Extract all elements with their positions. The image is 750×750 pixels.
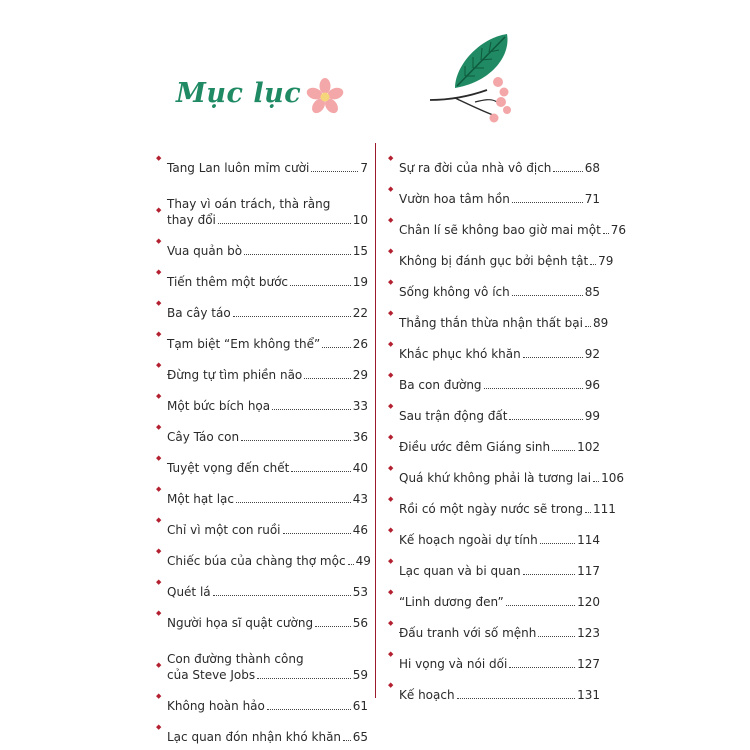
toc-entry[interactable] <box>156 176 368 228</box>
diamond-bullet-icon: ◆ <box>388 650 394 658</box>
toc-page-number: 15 <box>352 244 368 258</box>
toc-entry[interactable] <box>388 269 600 300</box>
toc-entry[interactable] <box>388 176 600 207</box>
diamond-bullet-icon: ◆ <box>388 216 394 224</box>
diamond-bullet-icon: ◆ <box>388 402 394 410</box>
diamond-bullet-icon: ◆ <box>156 609 162 617</box>
toc-page-number: 22 <box>352 306 368 320</box>
toc-page-number: 79 <box>598 254 614 268</box>
toc-entry[interactable] <box>388 207 627 238</box>
toc-entry[interactable] <box>388 641 600 672</box>
diamond-bullet-icon: ◆ <box>388 185 394 193</box>
dot-leader <box>291 471 350 472</box>
toc-entry-title: Ba cây táo <box>167 306 231 320</box>
toc-entry-title: Người họa sĩ quật cường <box>167 616 314 630</box>
toc-page-number: 46 <box>352 523 368 537</box>
toc-page-number: 99 <box>584 409 600 423</box>
diamond-bullet-icon: ◆ <box>156 330 162 338</box>
toc-page-number: 19 <box>352 275 368 289</box>
toc-entry[interactable] <box>156 600 368 631</box>
diamond-bullet-icon: ◆ <box>388 154 394 162</box>
toc-entry-title: Không hoàn hảo <box>167 699 265 713</box>
toc-page-number: 92 <box>584 347 600 361</box>
toc-entry-title: Sự ra đời của nhà vô địch <box>399 161 552 175</box>
toc-entry[interactable] <box>156 538 371 569</box>
toc-entry[interactable] <box>388 548 600 579</box>
diamond-bullet-icon: ◆ <box>388 681 394 689</box>
toc-entry-title: Khắc phục khó khăn <box>399 347 521 361</box>
toc-page-number: 127 <box>577 657 600 671</box>
diamond-bullet-icon: ◆ <box>156 723 162 731</box>
diamond-bullet-icon: ◆ <box>156 268 162 276</box>
toc-right-column <box>388 145 627 703</box>
dot-leader <box>257 678 351 679</box>
toc-entry-title: Đấu tranh với số mệnh <box>399 626 537 640</box>
dot-leader <box>585 326 591 327</box>
toc-entry[interactable] <box>156 383 368 414</box>
dot-leader <box>590 264 596 265</box>
dot-leader <box>540 543 575 544</box>
toc-page-number: 106 <box>601 471 624 485</box>
toc-page-number: 102 <box>577 440 600 454</box>
toc-page-number: 111 <box>592 502 616 516</box>
diamond-bullet-icon: ◆ <box>156 485 162 493</box>
toc-entry[interactable] <box>156 259 368 290</box>
dot-leader <box>304 378 350 379</box>
diamond-bullet-icon: ◆ <box>156 299 162 307</box>
dot-leader <box>506 605 575 606</box>
pink-flower-icon <box>305 77 345 117</box>
dot-leader <box>603 233 609 234</box>
toc-entry[interactable] <box>388 672 600 703</box>
toc-entry[interactable] <box>156 414 368 445</box>
toc-entry-title: Thay vì oán trách, thà rằng <box>167 197 331 211</box>
diamond-bullet-icon: ◆ <box>156 578 162 586</box>
diamond-bullet-icon: ◆ <box>156 237 162 245</box>
toc-entry[interactable] <box>388 424 600 455</box>
toc-entry[interactable] <box>156 321 368 352</box>
toc-entry[interactable] <box>156 507 368 538</box>
toc-page-number: 96 <box>584 378 600 392</box>
toc-entry-title: Vườn hoa tâm hồn <box>399 192 510 206</box>
diamond-bullet-icon: ◆ <box>156 516 162 524</box>
toc-page-number: 76 <box>610 223 627 237</box>
diamond-bullet-icon: ◆ <box>156 423 162 431</box>
dot-leader <box>315 626 351 627</box>
toc-page-number: 33 <box>352 399 368 413</box>
diamond-bullet-icon: ◆ <box>156 392 162 400</box>
toc-entry[interactable] <box>388 517 600 548</box>
toc-entry-title: Cây Táo con <box>167 430 240 444</box>
dot-leader <box>244 254 351 255</box>
toc-page-number: 85 <box>584 285 600 299</box>
toc-left-column <box>156 145 371 745</box>
toc-entry-title: Tạm biệt “Em không thể” <box>167 337 321 351</box>
toc-entry[interactable] <box>156 476 368 507</box>
dot-leader <box>509 419 582 420</box>
toc-entry[interactable] <box>388 238 614 269</box>
toc-entry-title: Con đường thành công <box>167 652 304 666</box>
toc-entry-title: Quá khứ không phải là tương lai <box>399 471 592 485</box>
toc-entry[interactable] <box>388 455 624 486</box>
toc-entry-title: Điều ước đêm Giáng sinh <box>399 440 551 454</box>
leaf-branch-icon <box>425 30 525 130</box>
dot-leader <box>523 574 575 575</box>
diamond-bullet-icon: ◆ <box>388 433 394 441</box>
toc-entry[interactable] <box>156 228 368 259</box>
diamond-bullet-icon: ◆ <box>156 547 162 555</box>
toc-page-number: 61 <box>352 699 368 713</box>
toc-entry-title: Vua quản bò <box>167 244 243 258</box>
dot-leader <box>267 709 351 710</box>
dot-leader <box>343 740 351 741</box>
toc-entry-title: Quét lá <box>167 585 211 599</box>
toc-page-number: 120 <box>577 595 600 609</box>
toc-entry-title: Kế hoạch <box>399 688 455 702</box>
toc-entry-title: Đừng tự tìm phiền não <box>167 368 303 382</box>
dot-leader <box>348 564 354 565</box>
toc-page-number: 40 <box>352 461 368 475</box>
toc-entry-title: Chân lí sẽ không bao giờ mai một <box>399 223 601 237</box>
toc-page-number: 7 <box>360 161 368 175</box>
toc-entry[interactable] <box>388 145 600 176</box>
dot-leader <box>457 698 576 699</box>
diamond-bullet-icon: ◆ <box>156 692 162 700</box>
toc-entry[interactable] <box>156 352 368 383</box>
toc-page-number: 89 <box>592 316 609 330</box>
diamond-bullet-icon: ◆ <box>156 454 162 462</box>
diamond-bullet-icon: ◆ <box>388 495 394 503</box>
toc-entry[interactable] <box>156 714 368 745</box>
diamond-bullet-icon: ◆ <box>156 661 162 669</box>
dot-leader <box>552 450 575 451</box>
dot-leader <box>523 357 583 358</box>
toc-page-number: 10 <box>352 213 368 227</box>
dot-leader <box>322 347 351 348</box>
toc-page-number: 117 <box>577 564 600 578</box>
dot-leader <box>213 595 351 596</box>
dot-leader <box>236 502 351 503</box>
toc-entry-title: Một bức bích họa <box>167 399 271 413</box>
toc-page-number: 71 <box>584 192 600 206</box>
dot-leader <box>538 636 575 637</box>
toc-entry-title: Chiếc búa của chàng thợ mộc <box>167 554 346 568</box>
toc-entry[interactable] <box>388 579 600 610</box>
dot-leader <box>241 440 351 441</box>
toc-entry[interactable] <box>156 683 368 714</box>
toc-entry-title: Lạc quan và bi quan <box>399 564 521 578</box>
toc-entry[interactable] <box>156 569 368 600</box>
dot-leader <box>233 316 351 317</box>
toc-entry[interactable] <box>156 145 368 176</box>
dot-leader <box>585 512 591 513</box>
toc-entry-title: Thẳng thắn thừa nhận thất bại <box>399 316 583 330</box>
toc-page-number: 65 <box>352 730 368 744</box>
dot-leader <box>218 223 351 224</box>
column-divider <box>375 143 376 698</box>
toc-page-number: 29 <box>352 368 368 382</box>
diamond-bullet-icon: ◆ <box>156 361 162 369</box>
toc-entry[interactable] <box>156 290 368 321</box>
dot-leader <box>283 533 351 534</box>
diamond-bullet-icon: ◆ <box>388 371 394 379</box>
toc-page-number: 43 <box>352 492 368 506</box>
toc-page-number: 123 <box>577 626 600 640</box>
toc-entry-title: Chỉ vì một con ruồi <box>167 523 281 537</box>
dot-leader <box>512 202 583 203</box>
toc-page-number: 53 <box>352 585 368 599</box>
diamond-bullet-icon: ◆ <box>388 278 394 286</box>
toc-entry[interactable] <box>388 362 600 393</box>
dot-leader <box>509 667 575 668</box>
diamond-bullet-icon: ◆ <box>388 588 394 596</box>
toc-entry-title: Hi vọng và nói dối <box>399 657 508 671</box>
toc-entry-title: “Linh dương đen” <box>399 595 504 609</box>
toc-entry-title: Sau trận động đất <box>399 409 508 423</box>
toc-page-number: 56 <box>352 616 368 630</box>
toc-page-number: 114 <box>577 533 600 547</box>
dot-leader <box>272 409 351 410</box>
toc-entry-title-continued: thay đổi <box>167 213 216 227</box>
diamond-bullet-icon: ◆ <box>388 247 394 255</box>
toc-page-number: 131 <box>577 688 600 702</box>
dot-leader <box>311 171 358 172</box>
toc-entry-title: Rồi có một ngày nước sẽ trong <box>399 502 583 516</box>
dot-leader <box>484 388 583 389</box>
toc-page-number: 68 <box>584 161 600 175</box>
toc-entry-title: Sống không vô ích <box>399 285 510 299</box>
diamond-bullet-icon: ◆ <box>388 526 394 534</box>
diamond-bullet-icon: ◆ <box>156 206 162 214</box>
dot-leader <box>512 295 583 296</box>
diamond-bullet-icon: ◆ <box>388 464 394 472</box>
toc-page-number: 36 <box>352 430 368 444</box>
toc-entry-title: Tang Lan luôn mỉm cười <box>167 161 310 175</box>
toc-entry-title: Tiến thêm một bước <box>167 275 289 289</box>
toc-entry[interactable] <box>388 331 600 362</box>
toc-entry-title-continued: của Steve Jobs <box>167 668 256 682</box>
toc-entry[interactable] <box>388 300 609 331</box>
dot-leader <box>290 285 351 286</box>
toc-page-number: 59 <box>352 668 368 682</box>
toc-entry-title: Một hạt lạc <box>167 492 234 506</box>
toc-entry-title: Lạc quan đón nhận khó khăn <box>167 730 342 744</box>
dot-leader <box>593 481 599 482</box>
toc-entry[interactable] <box>388 393 600 424</box>
toc-entry[interactable] <box>388 486 616 517</box>
dot-leader <box>553 171 582 172</box>
toc-page-number: 26 <box>352 337 368 351</box>
toc-entry[interactable] <box>388 610 600 641</box>
diamond-bullet-icon: ◆ <box>388 557 394 565</box>
toc-entry-title: Ba con đường <box>399 378 482 392</box>
diamond-bullet-icon: ◆ <box>388 340 394 348</box>
toc-entry[interactable] <box>156 631 368 683</box>
toc-entry-title: Kế hoạch ngoài dự tính <box>399 533 538 547</box>
page-title: Mục lục <box>176 78 302 109</box>
toc-page-number: 49 <box>355 554 371 568</box>
diamond-bullet-icon: ◆ <box>388 619 394 627</box>
diamond-bullet-icon: ◆ <box>156 154 162 162</box>
toc-entry[interactable] <box>156 445 368 476</box>
toc-entry-title: Không bị đánh gục bởi bệnh tật <box>399 254 589 268</box>
toc-entry-title: Tuyệt vọng đến chết <box>167 461 290 475</box>
diamond-bullet-icon: ◆ <box>388 309 394 317</box>
